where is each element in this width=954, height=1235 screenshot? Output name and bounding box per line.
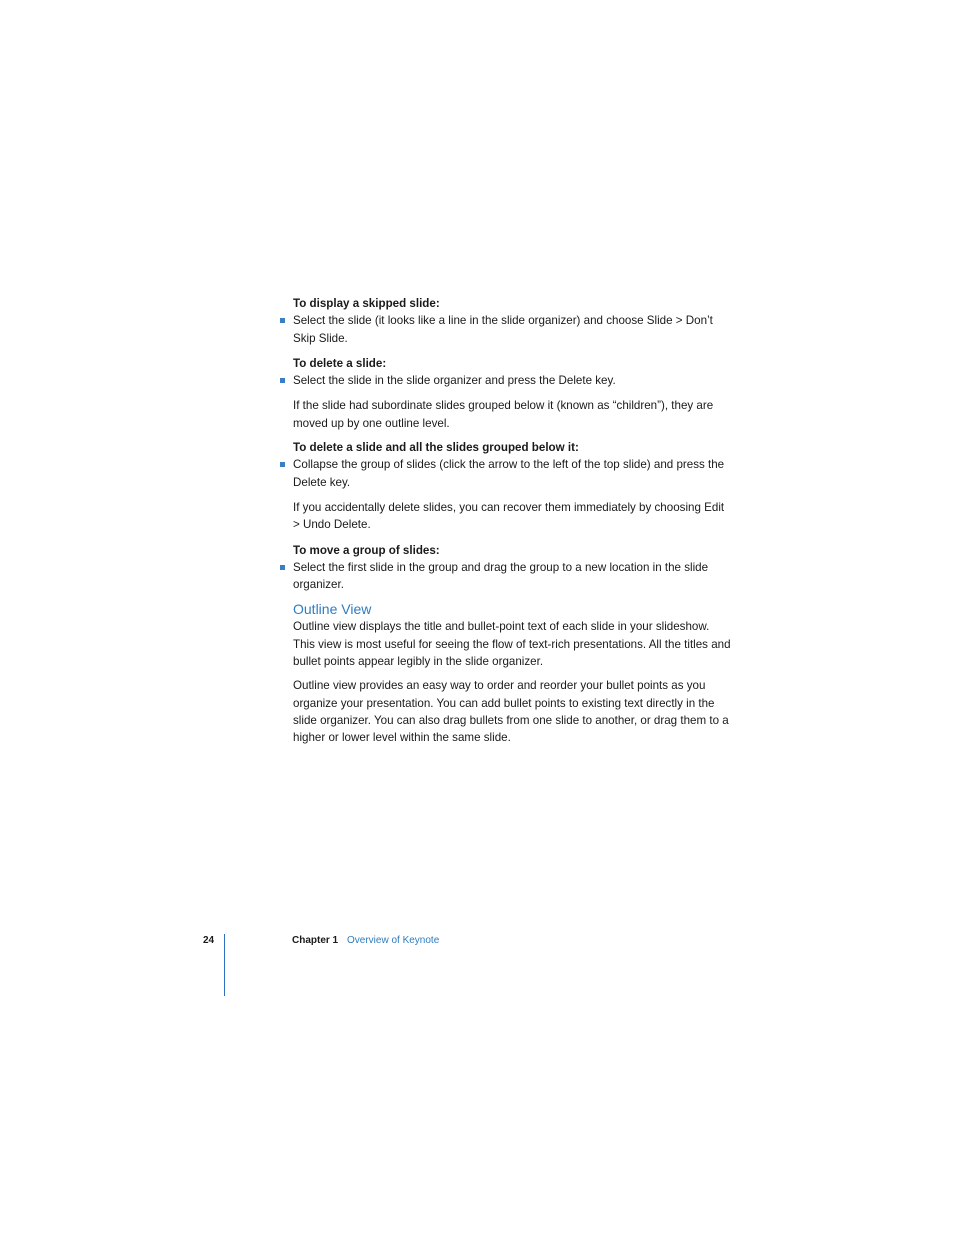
square-bullet-icon [280,462,285,467]
square-bullet-icon [280,378,285,383]
footer-divider [224,934,225,996]
bullet-item [293,372,733,389]
task-heading-delete-slide: To delete a slide: [293,356,387,370]
task-heading-display-skipped: To display a skipped slide: [293,297,440,310]
bullet-text: Select the first slide in the group and drag the group to a new location in the slide organizer. [293,560,709,592]
bullet-text: Select the slide (it looks like a line in the slide organizer) and choose Slide > Don’t Skip Slide. [293,314,713,345]
page-footer [0,934,954,996]
chapter-label: Chapter 1 [292,935,339,946]
section-title: Outline View [293,601,372,618]
bullet-text: Collapse the group of slides (click the arrow to the left of the top slide) and press the Delete key. [293,458,725,489]
bullet-item [293,456,733,491]
section-paragraph: Outline view provides an easy way to order and reorder your bullet points as you organize your presentation. You can add bullet points to existing text directly in the slide organizer. You can also drag bullets from one slide to another, or drag them to a higher or lower level within the same slide. [293,679,729,745]
square-bullet-icon [280,318,285,323]
note-paragraph: If the slide had subordinate slides grouped below it (known as “children”), they are moved up by one outline level. [293,399,714,430]
chapter-title-link[interactable]: Overview of Keynote [347,935,440,946]
page-number: 24 [203,935,215,946]
bullet-item [293,312,733,347]
square-bullet-icon [280,565,285,570]
page-content [293,295,733,747]
bullet-text: Select the slide in the slide organizer and press the Delete key. [293,374,616,388]
task-heading-delete-group: To delete a slide and all the slides grouped below it: [293,441,579,455]
bullet-item [293,559,733,594]
note-paragraph: If you accidentally delete slides, you can recover them immediately by choosing Edit > Undo Delete. [293,500,725,532]
task-heading-move-group: To move a group of slides: [293,543,440,557]
section-paragraph: Outline view displays the title and bullet-point text of each slide in your slideshow. This view is most useful for seeing the flow of text-rich presentations. All the titles and bullet points appear legibly in the slide organizer. [293,620,731,669]
